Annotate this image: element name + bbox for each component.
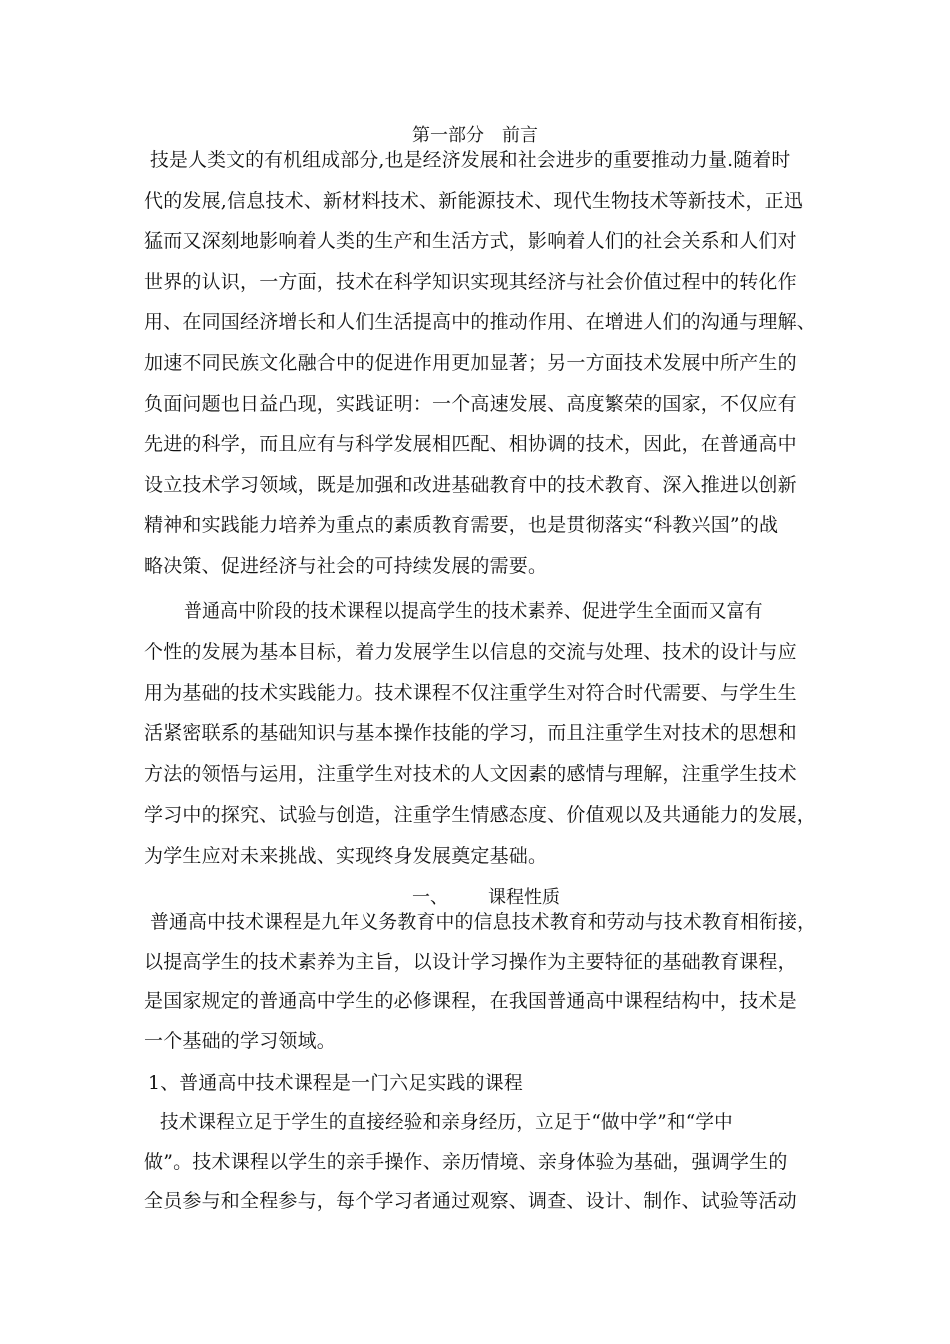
text-line: 技术课程立足于学生的直接经验和亲身经历，立足于“做中学”和“学中 [160,1111,733,1133]
text-line: 技是人类文的有机组成部分,也是经济发展和社会进步的重要推动力量.随着时 [150,149,791,171]
text-line: 普通高中阶段的技术课程以提高学生的技术素养、促进学生全面而又富有 [184,600,763,622]
text-line: 方法的领悟与运用，注重学生对技术的人文因素的感情与理解，注重学生技术 [144,763,797,786]
text-line: 做”。技术课程以学生的亲手操作、亲历情境、亲身体验为基础，强调学生的 [144,1151,788,1173]
text-line: 猛而又深刻地影响着人类的生产和生活方式，影响着人们的社会关系和人们对 [144,230,797,253]
text-line: 活紧密联系的基础知识与基本操作技能的学习，而且注重学生对技术的思想和 [144,722,797,745]
text-line: 略决策、促进经济与社会的可持续发展的需要。 [144,555,548,577]
text-line: 以提高学生的技术素养为主旨，以设计学习操作为主要特征的基础教育课程， [144,951,797,973]
text-line: 个性的发展为基本目标，着力发展学生以信息的交流与处理、技术的设计与应 [144,640,797,663]
text-line: 代的发展,信息技术、新材料技术、新能源技术、现代生物技术等新技术，正迅 [144,189,804,212]
text-line: 学习中的探究、试验与创造，注重学生情感态度、价值观以及共通能力的发展， [144,804,817,826]
text-line: 一个基础的学习领域。 [144,1030,337,1052]
text-line: 设立技术学习领域，既是加强和改进基础教育中的技术教育、深入推进以创新 [144,473,797,496]
section-number: 一、 [412,887,448,908]
part-title: 第一部分 前言 [412,125,538,146]
text-line: 精神和实践能力培养为重点的素质教育需要，也是贯彻落实“科教兴国”的战 [144,514,779,537]
text-line: 负面问题也日益凸现，实践证明：一个高速发展、高度繁荣的国家，不仅应有 [144,392,797,415]
text-line: 是国家规定的普通高中学生的必修课程，在我国普通高中课程结构中，技术是 [144,990,797,1012]
text-line: 加速不同民族文化融合中的促进作用更加显著；另一方面技术发展中所产生的 [144,352,797,374]
text-line: 先进的科学，而且应有与科学发展相匹配、相协调的技术，因此，在普通高中 [144,433,797,456]
subheading: 1、普通高中技术课程是一门六足实践的课程 [148,1072,523,1094]
text-line: 用、在同国经济增长和人们生活提高中的推动作用、在增进人们的沟通与理解、 [144,311,817,334]
text-line: 世界的认识，一方面，技术在科学知识实现其经济与社会价值过程中的转化作 [144,270,797,293]
text-line: 全员参与和全程参与，每个学习者通过观察、调查、设计、制作、试验等活动 [144,1190,797,1212]
text-line: 用为基础的技术实践能力。技术课程不仅注重学生对符合时代需要、与学生生 [144,681,797,704]
text-line: 普通高中技术课程是九年义务教育中的信息技术教育和劳动与技术教育相衔接， [150,911,817,933]
section-title: 课程性质 [488,887,560,908]
text-line: 为学生应对未来挑战、实现终身发展奠定基础。 [144,844,548,867]
